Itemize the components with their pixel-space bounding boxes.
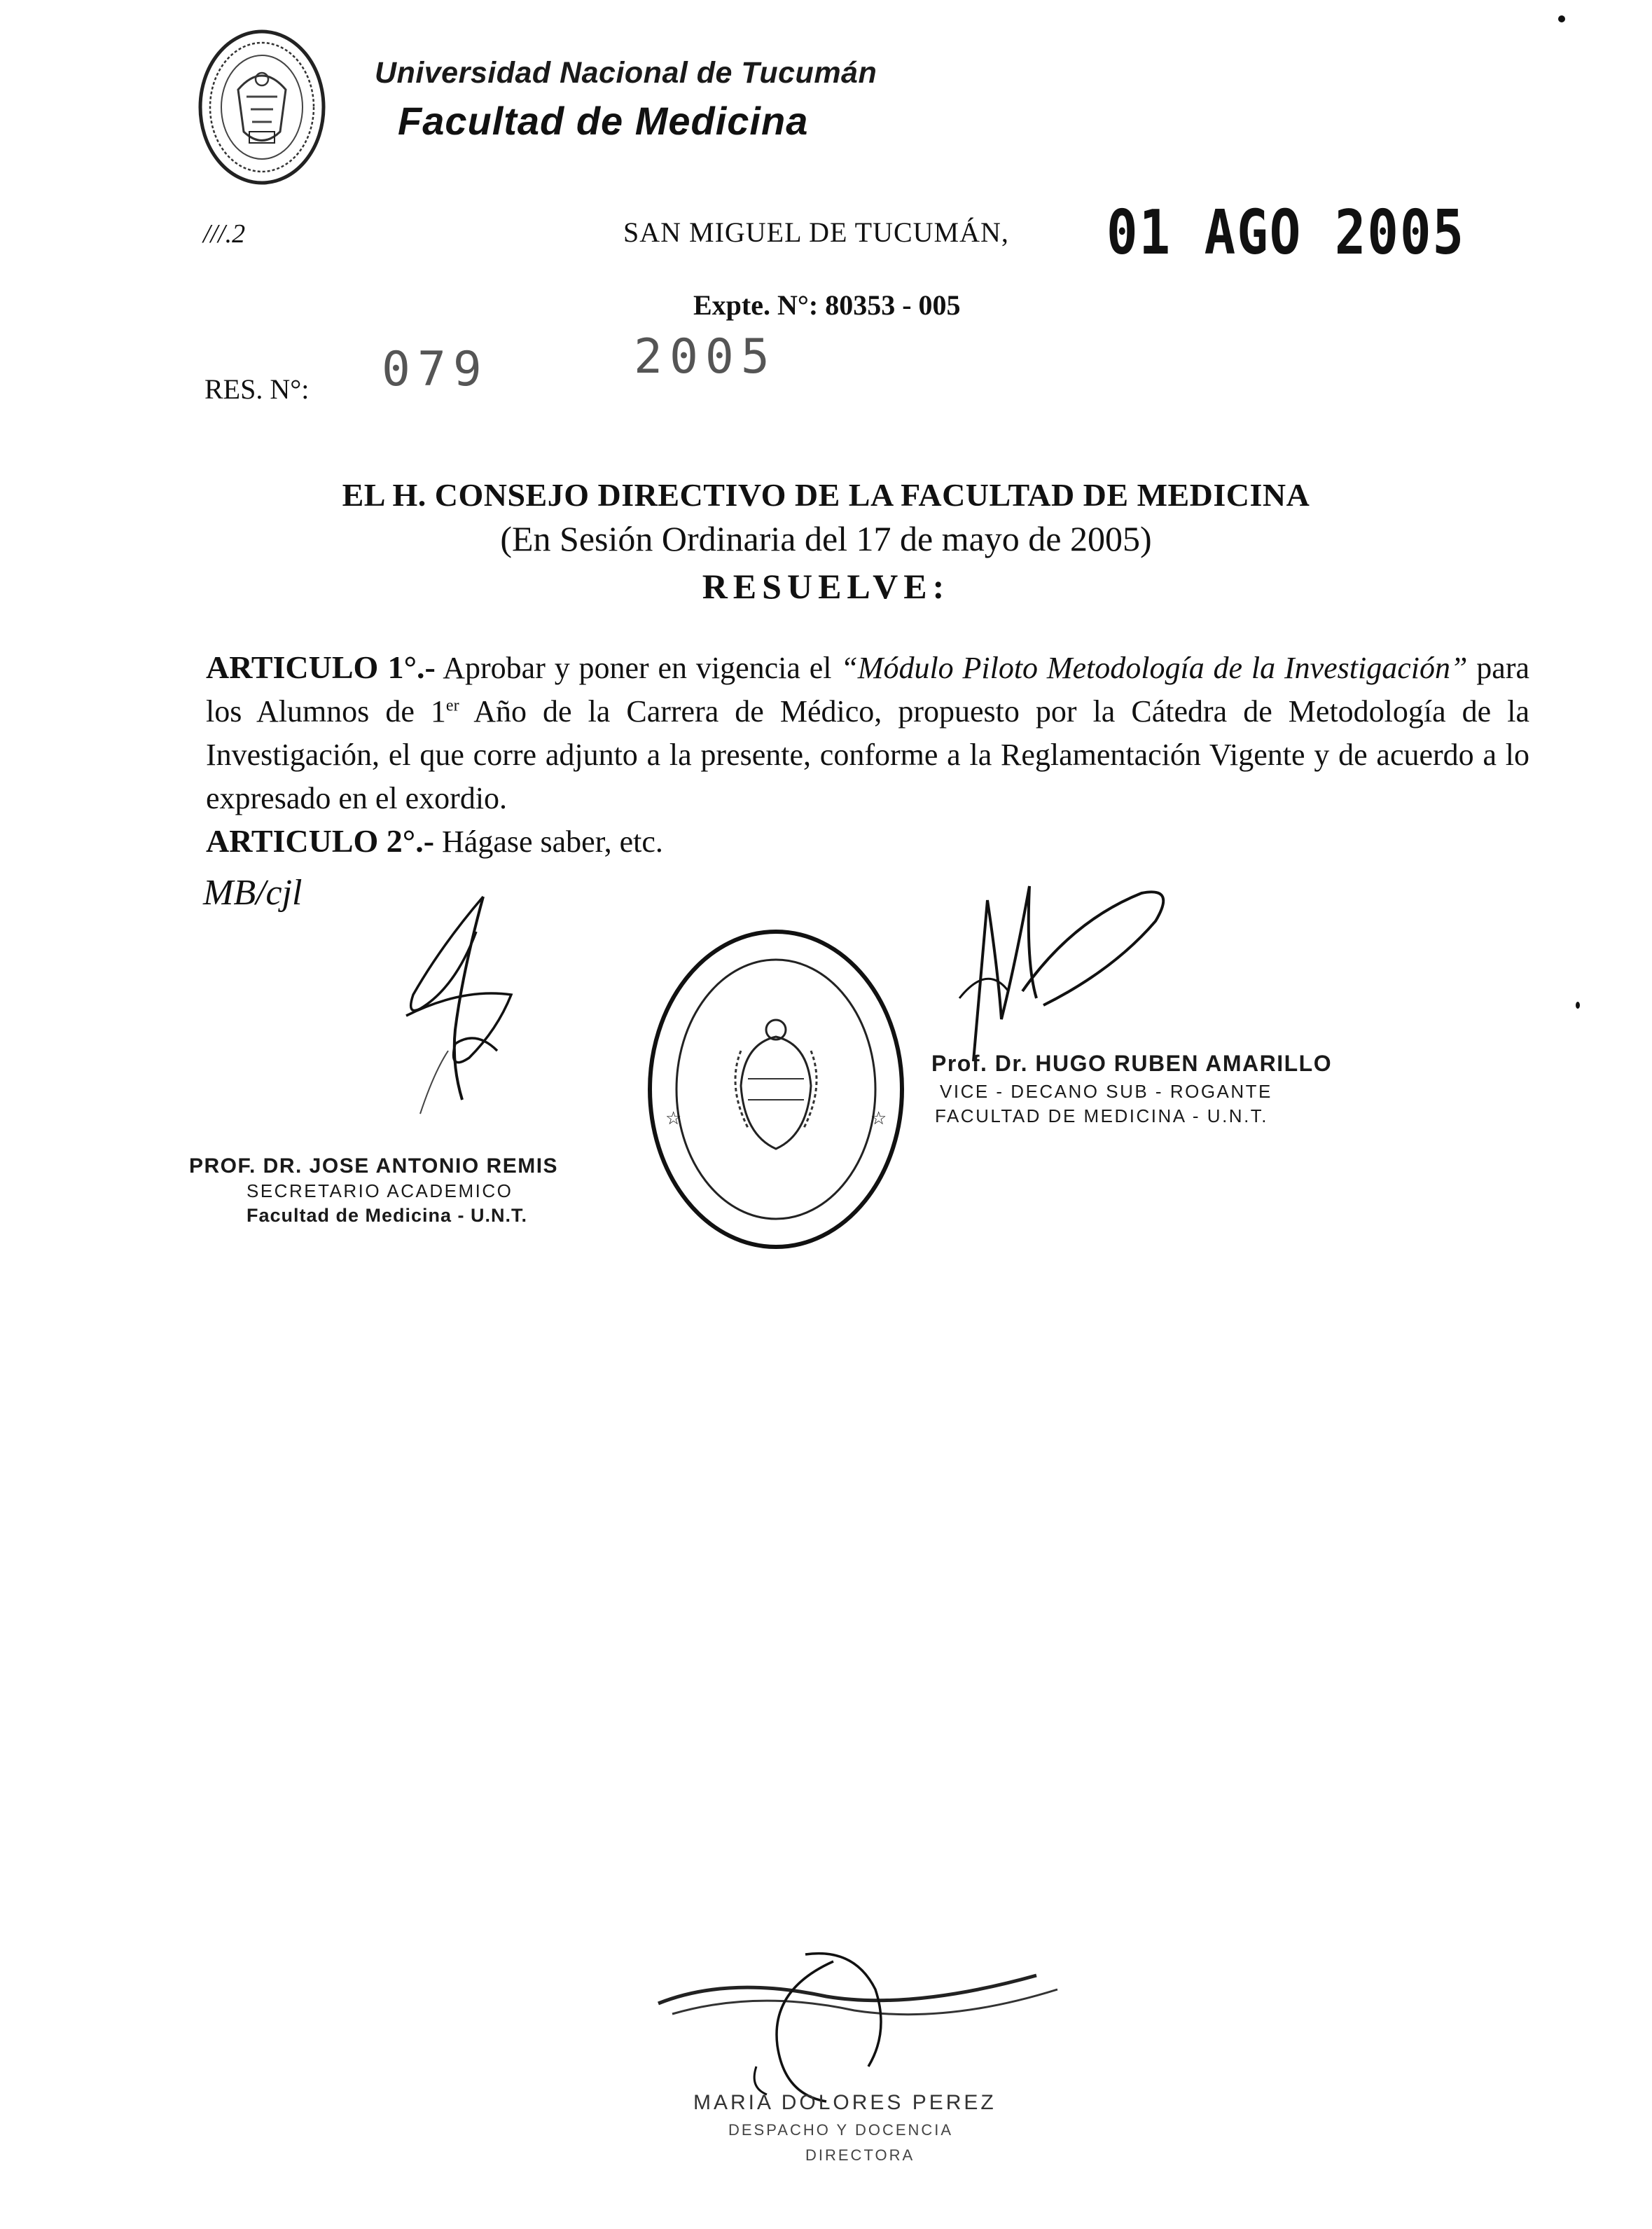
- left-signature-image: [378, 890, 532, 1128]
- certifier-title: DESPACHO Y DOCENCIA: [728, 2121, 954, 2139]
- scan-speck: [1576, 1002, 1580, 1009]
- certification-signature-image: [644, 1947, 1078, 2109]
- resolution-label: RES. N°:: [204, 373, 310, 405]
- svg-text:☆: ☆: [665, 1108, 682, 1129]
- module-title: “Módulo Piloto Metodología de la Investigación”: [840, 651, 1468, 685]
- article-1-rest: Año de la Carrera de Médico, propuesto por la Cátedra de Metodología de la Investigación, el que corre adjunto a la presente, conforme a la Reglamentación Vigente y de acuerdo a lo expresado en el exordio.: [206, 694, 1530, 815]
- resolves-heading: RESUELVE:: [702, 567, 950, 606]
- page-reference: ///.2: [203, 219, 246, 249]
- scan-speck: [1558, 15, 1565, 22]
- left-signatory-title: SECRETARIO ACADEMICO: [247, 1180, 513, 1201]
- article-1: [206, 646, 1529, 820]
- article-1-middle: para los Alumnos de 1: [206, 651, 1530, 729]
- date-stamp: 01 AGO 2005: [1106, 198, 1466, 269]
- article-2-label: ARTICULO 2°.-: [206, 823, 435, 859]
- typist-initials: MB/cjl: [203, 873, 303, 913]
- certifier-subtitle: DIRECTORA: [805, 2146, 915, 2164]
- university-seal-logo: [196, 27, 328, 188]
- right-signatory-title: VICE - DECANO SUB - ROGANTE: [940, 1081, 1272, 1102]
- expediente-number: Expte. N°: 80353 - 005: [693, 289, 961, 321]
- article-2-text: Hágase saber, etc.: [434, 824, 663, 859]
- university-name: Universidad Nacional de Tucumán: [375, 56, 877, 90]
- article-1-label: ARTICULO 1°.-: [206, 649, 436, 685]
- ordinal-superscript: er: [445, 696, 459, 715]
- left-signatory-name: PROF. DR. JOSE ANTONIO REMIS: [189, 1154, 559, 1178]
- resolution-year-stamp: 2005: [634, 329, 777, 385]
- council-heading: EL H. CONSEJO DIRECTIVO DE LA FACULTAD DE MEDICINA: [342, 477, 1310, 513]
- session-line: (En Sesión Ordinaria del 17 de mayo de 2005): [500, 519, 1152, 558]
- certifier-name: MARIA DOLORES PEREZ: [693, 2091, 997, 2114]
- article-1-intro: Aprobar y poner en vigencia el: [435, 651, 841, 685]
- resolution-number-stamp: 079: [382, 342, 489, 397]
- svg-text:☆: ☆: [870, 1108, 887, 1129]
- faculty-name: Facultad de Medicina: [398, 99, 809, 143]
- place-line: SAN MIGUEL DE TUCUMÁN,: [623, 216, 1009, 248]
- right-signatory-faculty: FACULTAD DE MEDICINA - U.N.T.: [935, 1105, 1269, 1126]
- article-2: [206, 820, 663, 864]
- right-signatory-name: Prof. Dr. HUGO RUBEN AMARILLO: [931, 1051, 1333, 1076]
- faculty-seal-stamp: [643, 925, 909, 1254]
- left-signatory-faculty: Facultad de Medicina - U.N.T.: [247, 1205, 528, 1226]
- right-signature-image: [931, 879, 1184, 1068]
